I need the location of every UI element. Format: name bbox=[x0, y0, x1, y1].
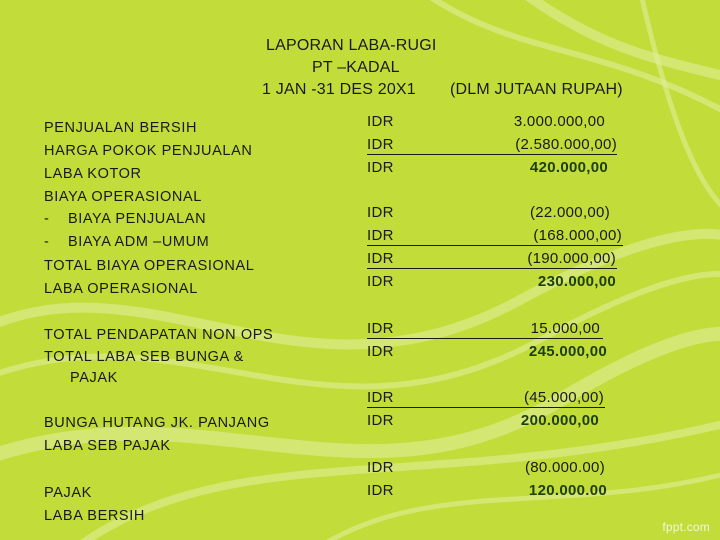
currency-row-6: IDR bbox=[367, 250, 617, 269]
value-laba-seb-pajak: 200.000,00 bbox=[520, 412, 599, 429]
value-laba-operasional: 230.000,00 bbox=[537, 273, 616, 290]
currency-row-5: IDR bbox=[367, 227, 623, 246]
label-pendapatan-non-ops: TOTAL PENDAPATAN NON OPS bbox=[44, 327, 274, 343]
label-penjualan-bersih: PENJUALAN BERSIH bbox=[44, 120, 198, 136]
currency-row-8: IDR bbox=[367, 320, 603, 339]
value-laba-kotor: 420.000,00 bbox=[529, 159, 608, 176]
value-laba-bersih: 120.000.00 bbox=[528, 482, 607, 499]
value-laba-seb-bunga: 245.000,00 bbox=[528, 343, 607, 360]
currency-row-11: IDR bbox=[367, 412, 394, 429]
value-penjualan-bersih: 3.000.000,00 bbox=[513, 113, 605, 130]
label-laba-seb-bunga: TOTAL LABA SEB BUNGA & bbox=[44, 349, 244, 365]
label-total-biaya-op: TOTAL BIAYA OPERASIONAL bbox=[44, 258, 255, 274]
currency-row-10: IDR bbox=[367, 389, 605, 408]
label-bunga-hutang: BUNGA HUTANG JK. PANJANG bbox=[44, 415, 270, 431]
value-hpp: (2.580.000,00) bbox=[515, 136, 617, 153]
value-biaya-penjualan: (22.000,00) bbox=[529, 204, 610, 221]
label-laba-seb-bunga-cont: PAJAK bbox=[70, 370, 118, 386]
label-laba-seb-pajak: LABA SEB PAJAK bbox=[44, 438, 171, 454]
currency-row-7: IDR bbox=[367, 273, 394, 290]
label-laba-operasional: LABA OPERASIONAL bbox=[44, 281, 198, 297]
currency-row-2: IDR bbox=[367, 136, 617, 155]
label-biaya-adm: - BIAYA ADM –UMUM bbox=[44, 234, 210, 250]
value-bunga-hutang: (45.000,00) bbox=[523, 389, 604, 406]
currency-row-13: IDR bbox=[367, 482, 394, 499]
currency-row-12: IDR bbox=[367, 459, 394, 476]
currency-row-9: IDR bbox=[367, 343, 394, 360]
label-biaya-operasional: BIAYA OPERASIONAL bbox=[44, 189, 202, 205]
label-hpp: HARGA POKOK PENJUALAN bbox=[44, 143, 253, 159]
value-pendapatan-non-ops: 15.000,00 bbox=[530, 320, 600, 337]
report-title: LAPORAN LABA-RUGI bbox=[266, 37, 437, 54]
company-name: PT –KADAL bbox=[312, 59, 400, 76]
currency-row-3: IDR bbox=[367, 159, 394, 176]
value-pajak: (80.000.00) bbox=[524, 459, 605, 476]
watermark-text: fppt.com bbox=[662, 520, 710, 534]
currency-row-4: IDR bbox=[367, 204, 394, 221]
report-unit: (DLM JUTAAN RUPAH) bbox=[450, 81, 623, 98]
label-laba-bersih: LABA BERSIH bbox=[44, 508, 145, 524]
currency-row-1: IDR bbox=[367, 113, 394, 130]
label-laba-kotor: LABA KOTOR bbox=[44, 166, 142, 182]
value-total-biaya-op: (190.000,00) bbox=[527, 250, 616, 267]
label-biaya-penjualan: - BIAYA PENJUALAN bbox=[44, 211, 207, 227]
label-pajak: PAJAK bbox=[44, 485, 92, 501]
report-period: 1 JAN -31 DES 20X1 bbox=[262, 81, 416, 98]
value-biaya-adm: (168.000,00) bbox=[533, 227, 622, 244]
